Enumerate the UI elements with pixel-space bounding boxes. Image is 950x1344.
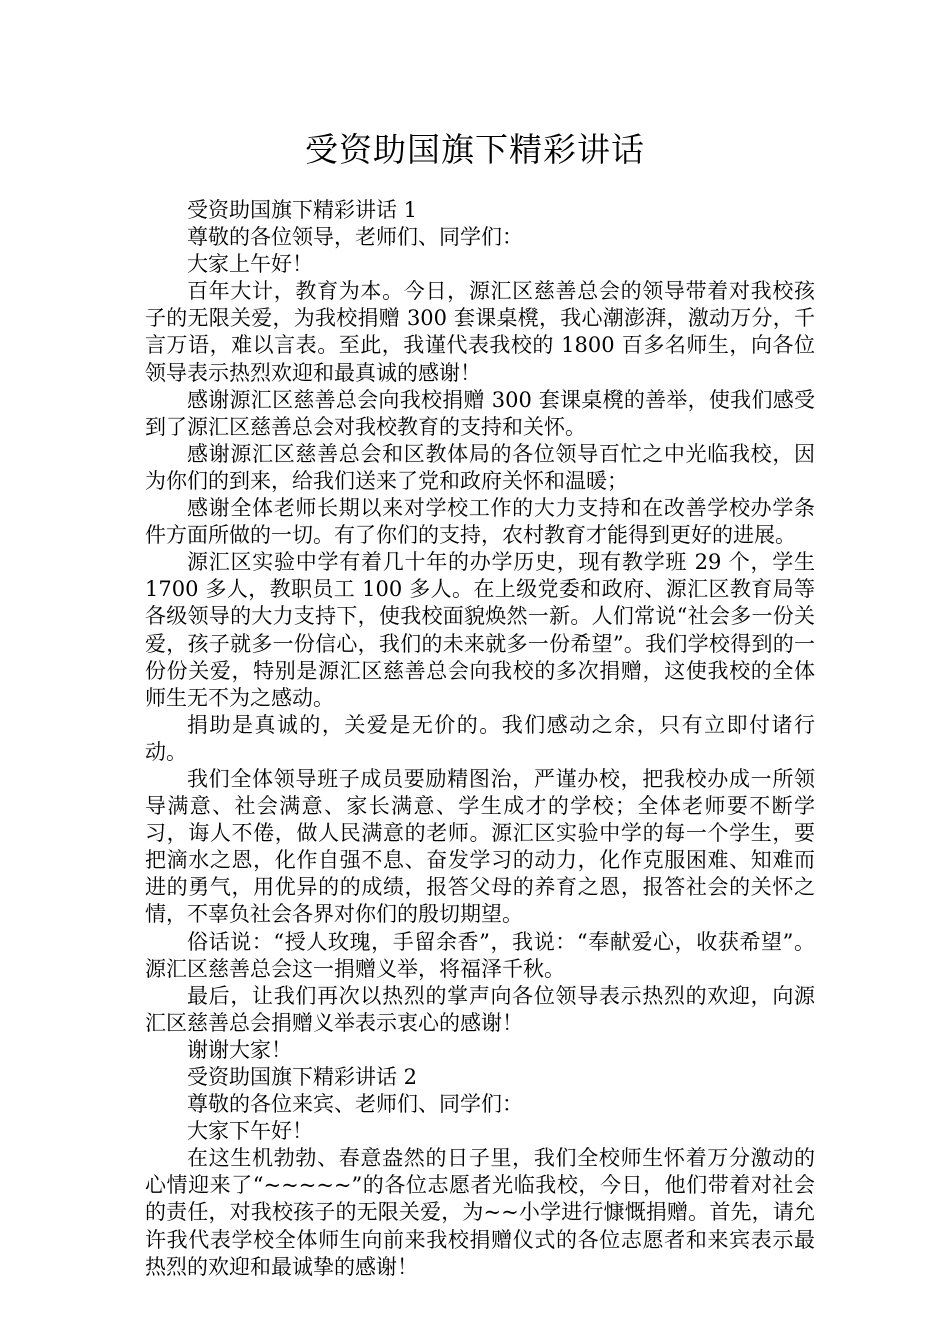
body-paragraph: 捐助是真诚的，关爱是无价的。我们感动之余，只有立即付诸行动。 — [145, 712, 815, 764]
section-heading: 受资助国旗下精彩讲话 1 — [187, 198, 418, 222]
body-paragraph: 感谢源汇区慈善总会和区教体局的各位领导百忙之中光临我校，因为你们的到来，给我们送来了党和政府关怀和温暖； — [145, 441, 815, 493]
body-paragraph: 百年大计，教育为本。今日，源汇区慈善总会的领导带着对我校孩子的无限关爱，为我校捐赠 300 套课桌櫈，我心潮澎湃，激动万分，千言万语，难以言表。至此，我谨代表我校的 1800 百多名师生，向各位领导表示热烈欢迎和最真诚的感谢！ — [145, 279, 815, 385]
body-paragraph: 感谢源汇区慈善总会向我校捐赠 300 套课桌櫈的善举，使我们感受到了源汇区慈善总会对我校教育的支持和关怀。 — [145, 387, 815, 439]
body-paragraph: 俗话说：“授人玫瑰，手留余香”，我说：“奉献爱心，收获希望”。源汇区慈善总会这一捐赠义举，将福泽千秋。 — [145, 929, 815, 981]
salutation: 尊敬的各位来宾、老师们、同学们： — [187, 1092, 523, 1117]
body-paragraph: 源汇区实验中学有着几十年的办学历史，现有教学班 29 个，学生 1700 多人，教职员工 100 多人。在上级党委和政府、源汇区教育局等各级领导的大力支持下，使我校面貌焕然一新。人们常说“社会多一份关爱，孩子就多一份信心，我们的未来就多一份希望”。我们学校得到的一份份关爱，特别是源汇区慈善总会向我校的多次捐赠，这使我校的全体师生无不为之感动。 — [145, 550, 815, 710]
section-heading: 受资助国旗下精彩讲话 2 — [187, 1065, 418, 1089]
body-paragraph: 感谢全体老师长期以来对学校工作的大力支持和在改善学校办学条件方面所做的一切。有了你们的支持，农村教育才能得到更好的进展。 — [145, 496, 815, 548]
closing-line: 谢谢大家！ — [187, 1037, 292, 1062]
document-body — [145, 197, 815, 1281]
greeting: 大家下午好！ — [187, 1119, 313, 1144]
salutation: 尊敬的各位领导，老师们、同学们： — [187, 225, 523, 250]
body-paragraph: 在这生机勃勃、春意盎然的日子里，我们全校师生怀着万分激动的心情迎来了“~~~~~”的各位志愿者光临我校，今日，他们带着对社会的责任，对我校孩子的无限关爱，为~~小学进行慷慨捐赠。首先，请允许我代表学校全体师生向前来我校捐赠仪式的各位志愿者和来宾表示最热烈的欢迎和最诚挚的感谢！ — [145, 1146, 815, 1279]
document-title: 受资助国旗下精彩讲话 — [305, 130, 645, 169]
greeting: 大家上午好！ — [187, 252, 313, 277]
body-paragraph: 最后，让我们再次以热烈的掌声向各位领导表示热烈的欢迎，向源汇区慈善总会捐赠义举表示衷心的感谢！ — [145, 983, 815, 1035]
body-paragraph: 我们全体领导班子成员要励精图治，严谨办校，把我校办成一所领导满意、社会满意、家长满意、学生成才的学校；全体老师要不断学习，诲人不倦，做人民满意的老师。源汇区实验中学的每一个学生，要把滴水之恩，化作自强不息、奋发学习的动力，化作克服困难、知难而进的勇气，用优异的的成绩，报答父母的养育之恩，报答社会的关怀之情，不辜负社会各界对你们的殷切期望。 — [145, 766, 815, 927]
